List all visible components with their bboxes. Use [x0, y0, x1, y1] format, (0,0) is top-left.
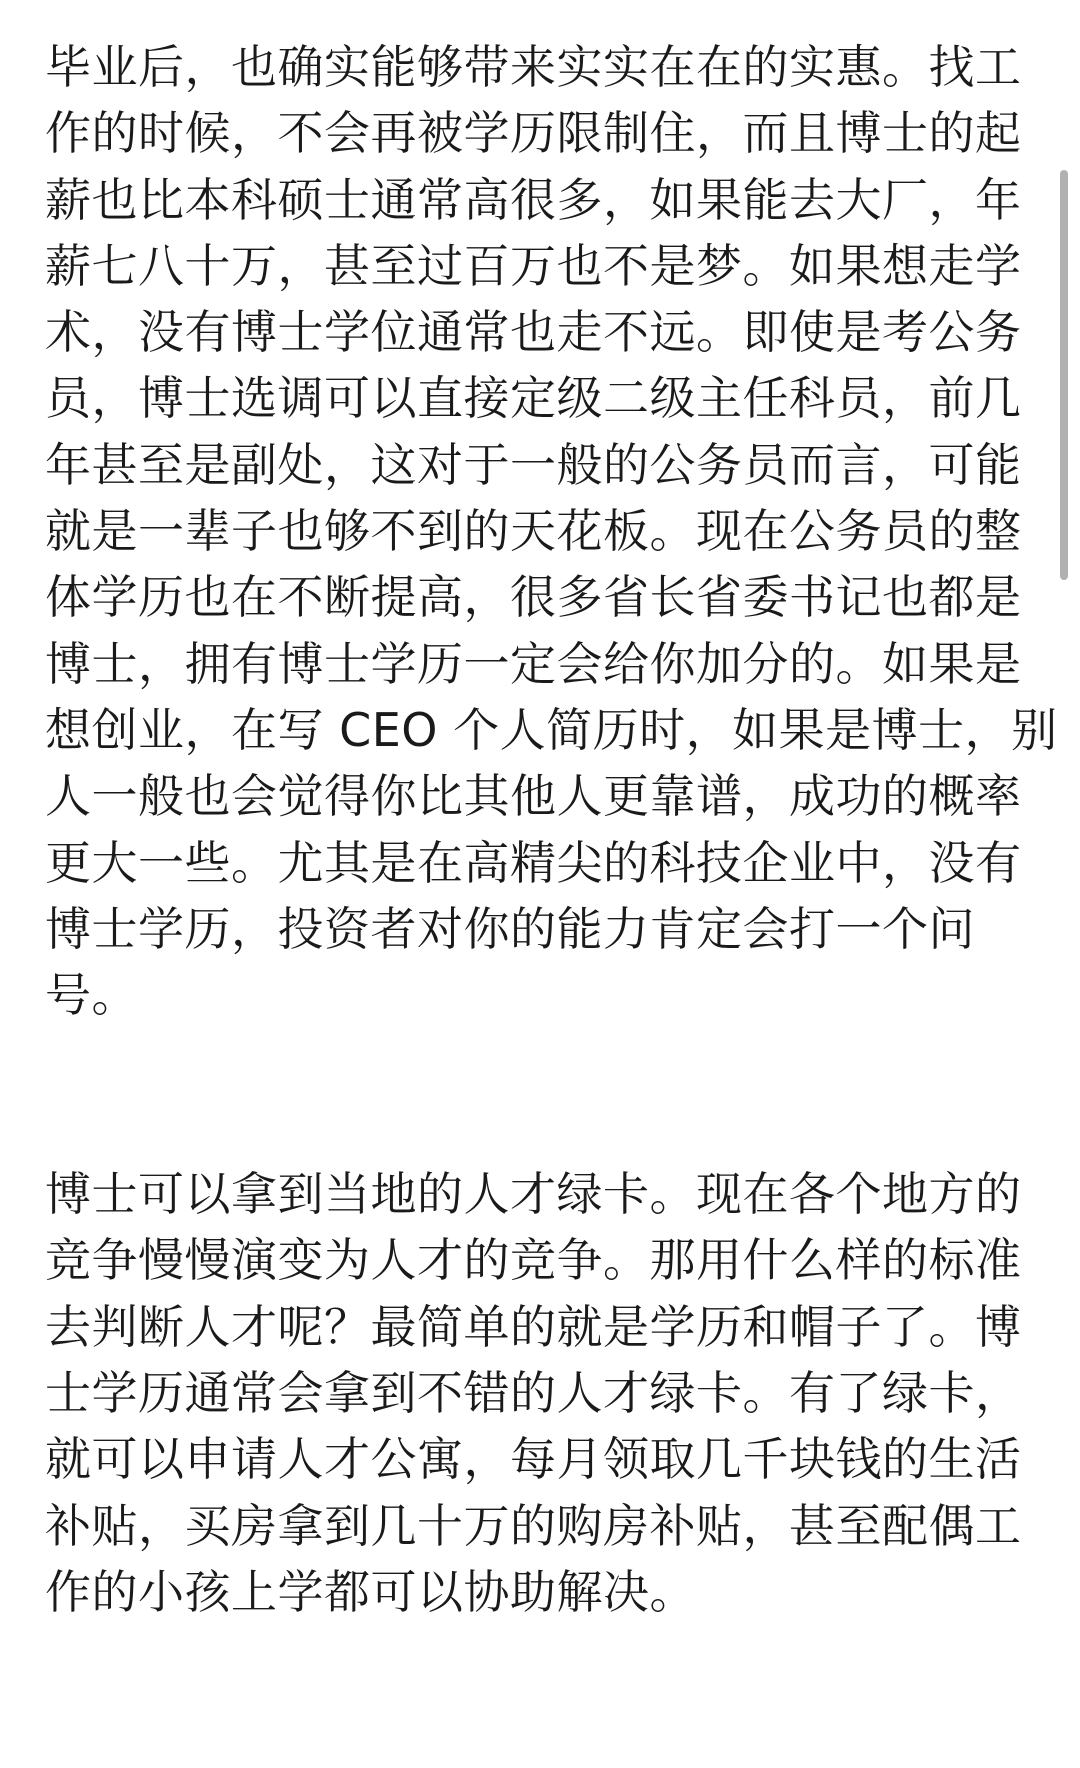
paragraph	[45, 1161, 1025, 1625]
text-line: 术，没有博士学位通常也走不远。即使是考公务	[45, 305, 1022, 360]
text-line: 薪也比本科硕士通常高很多，如果能去大厂，年	[45, 172, 1022, 227]
text-line: 更大一些。尤其是在高精尖的科技企业中，没有	[45, 835, 1022, 890]
text-line: 作的时候，不会再被学历限制住，而且博士的起	[45, 106, 1022, 161]
paragraph	[45, 34, 1058, 1028]
article-body	[45, 34, 1058, 1625]
text-line: 体学历也在不断提高，很多省长省委书记也都是	[45, 570, 1022, 625]
text-line: 年甚至是副处，这对于一般的公务员而言，可能	[45, 437, 1022, 492]
text-line: 博士，拥有博士学历一定会给你加分的。如果是	[45, 636, 1022, 691]
text-line: 去判断人才呢？最简单的就是学历和帽子了。博	[45, 1299, 1022, 1354]
text-line: 员，博士选调可以直接定级二级主任科员，前几	[45, 371, 1022, 426]
text-line: 补贴，买房拿到几十万的购房补贴，甚至配偶工	[45, 1498, 1022, 1553]
text-line: 人一般也会觉得你比其他人更靠谱，成功的概率	[45, 769, 1022, 824]
text-line: 就可以申请人才公寓，每月领取几千块钱的生活	[45, 1432, 1022, 1487]
text-line: 毕业后，也确实能够带来实实在在的实惠。找工	[45, 40, 1022, 94]
text-line: 作的小孩上学都可以协助解决。	[45, 1564, 696, 1619]
text-line: 号。	[45, 968, 138, 1023]
text-line: 博士可以拿到当地的人才绿卡。现在各个地方的	[45, 1167, 1022, 1222]
text-line: 竞争慢慢演变为人才的竞争。那用什么样的标准	[45, 1233, 1022, 1288]
text-line: 博士学历，投资者对你的能力肯定会打一个问	[45, 901, 975, 956]
text-line: 士学历通常会拿到不错的人才绿卡。有了绿卡，	[45, 1365, 1022, 1420]
text-line: 想创业，在写 CEO 个人简历时，如果是博士，别	[45, 702, 1058, 757]
paragraph-spacer	[45, 1028, 1025, 1161]
text-line: 薪七八十万，甚至过百万也不是梦。如果想走学	[45, 238, 1022, 293]
text-line: 就是一辈子也够不到的天花板。现在公务员的整	[45, 504, 1022, 559]
scrollbar-thumb[interactable]	[1060, 170, 1068, 580]
